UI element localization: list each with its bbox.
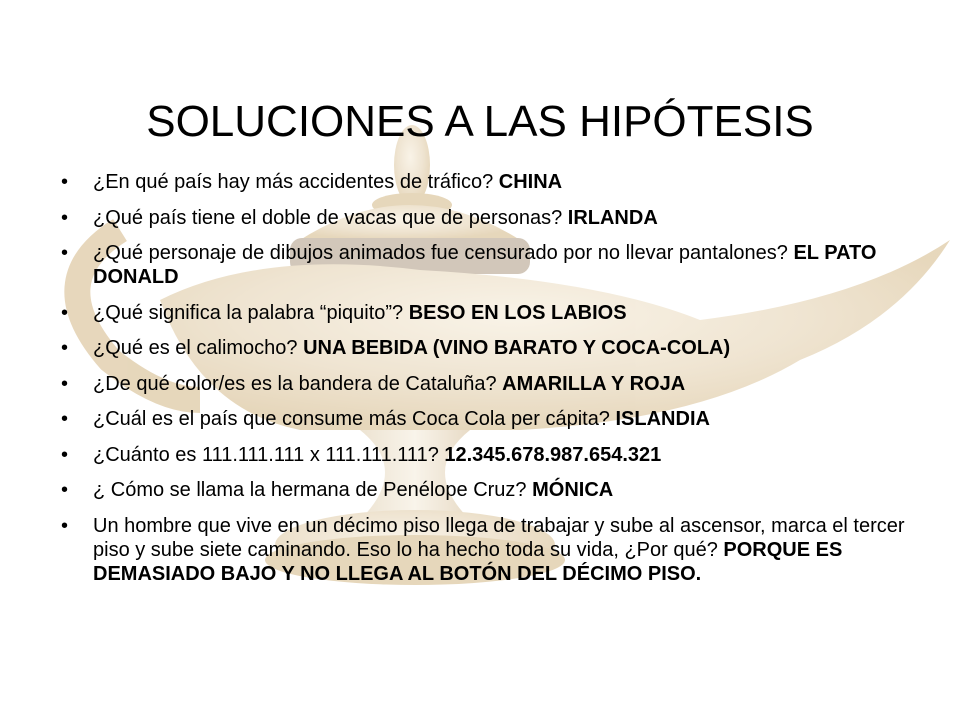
list-item [48,206,908,230]
list-item [48,336,908,360]
bullet-icon: • [61,479,69,501]
answer-text: PORQUE ES DEMASIADO BAJO Y NO LLEGA AL BOTÓN DEL DÉCIMO PISO. [93,538,843,585]
list-item [48,407,908,431]
answer-text: CHINA [498,171,563,193]
bullet-icon: • [61,337,69,359]
answer-text: MÓNICA [532,479,614,501]
answer-text: ISLANDIA [615,408,710,430]
question-text: ¿Cuánto es 111.111.111 x 111.111.111? [93,443,445,466]
question-text: ¿En qué país hay más accidentes de tráfico? [93,171,499,193]
list-item [48,443,908,467]
bullet-icon: • [61,242,69,264]
answer-text: BESO EN LOS LABIOS [408,301,627,324]
list-item [48,301,908,325]
question-text: ¿De qué color/es es la bandera de Cataluña? [93,372,503,395]
answer-text: 12.345.678.987.654.321 [444,443,662,466]
list-item [48,372,908,396]
bullet-icon: • [61,372,69,395]
question-text: ¿Qué significa la palabra “piquito”? [93,301,409,324]
question-text: ¿Qué personaje de dibujos animados fue censurado por no llevar pantalones? [93,242,794,264]
bullet-icon: • [61,514,69,537]
answer-text: UNA BEBIDA (VINO BARATO Y COCA-COLA) [303,337,731,359]
bullet-icon: • [61,301,69,324]
list-item [48,514,908,586]
list-item [48,241,908,289]
bullet-icon: • [61,443,69,466]
question-text: Un hombre que vive en un décimo piso llega de trabajar y sube al ascensor, marca el tercer piso y sube siete caminando. Eso lo ha hecho toda su vida, ¿Por qué? [93,514,905,561]
question-text: ¿Qué país tiene el doble de vacas que de personas? [93,206,568,229]
bullet-icon: • [61,206,69,229]
answers-list [48,170,908,597]
list-item [48,170,908,194]
question-text: ¿Qué es el calimocho? [93,337,304,359]
list-item [48,478,908,502]
answer-text: IRLANDA [567,206,658,229]
bullet-icon: • [61,408,69,430]
bullet-icon: • [61,171,69,193]
answer-text: EL PATO DONALD [93,242,877,288]
question-text: ¿Cuál es el país que consume más Coca Cola per cápita? [93,408,616,430]
question-text: ¿ Cómo se llama la hermana de Penélope Cruz? [93,479,533,501]
answer-text: AMARILLA Y ROJA [502,372,686,395]
slide-title: SOLUCIONES A LAS HIPÓTESIS [146,97,814,147]
